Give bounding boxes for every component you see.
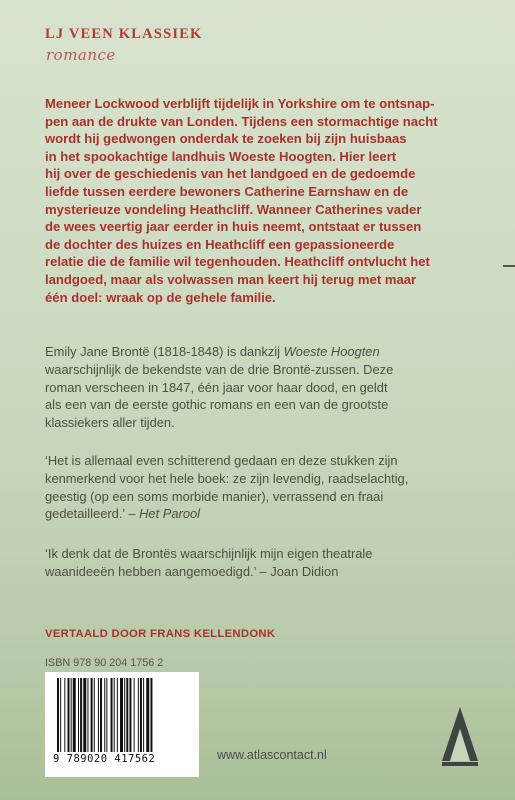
- barcode-bar: [60, 678, 61, 752]
- barcode-bar: [138, 678, 139, 752]
- review-quote-joan-didion: [45, 545, 495, 581]
- book-title: Woeste Hoogten: [283, 344, 380, 359]
- barcode-bar: [150, 678, 152, 752]
- bio-line: waarschijnlijk de bekendste van de drie Brontë-zussen. Deze: [45, 361, 394, 377]
- barcode-bar: [114, 678, 115, 752]
- quote-line: ‘Het is allemaal even schitterend gedaan en deze stukken zijn: [45, 453, 398, 468]
- barcode-bar: [80, 678, 82, 752]
- blurb-line: één doel: wraak op de gehele familie.: [45, 289, 276, 305]
- barcode-bar: [117, 678, 118, 752]
- isbn: ISBN 978 90 204 1756 2: [45, 657, 164, 669]
- barcode-bar: [83, 678, 86, 752]
- barcode-bar: [78, 678, 79, 752]
- barcode-bar: [57, 678, 59, 752]
- barcode-bar: [94, 678, 95, 752]
- series-label: romance: [46, 46, 116, 64]
- barcode-bar: [146, 678, 149, 752]
- edge-mark: [503, 265, 515, 267]
- barcode-bar: [73, 678, 76, 752]
- quote-source: Het Parool: [139, 506, 201, 522]
- publisher-url[interactable]: www.atlascontact.nl: [217, 748, 327, 762]
- barcode-bar: [64, 678, 65, 752]
- author-bio: [45, 343, 495, 432]
- blurb-line: Meneer Lockwood verblijft tijdelijk in Yorkshire om te ontsnap-: [45, 96, 435, 111]
- bio-line: klassiekers aller tijden.: [45, 415, 175, 431]
- quote-line: kenmerkend voor het hele boek: ze zijn levendig, raadselachtig,: [45, 470, 409, 486]
- barcode-bar: [111, 678, 113, 752]
- blurb-line: relatie die de familie wil tegenhouden. Heathcliff ontvlucht het: [45, 254, 430, 270]
- barcode-bar: [129, 678, 131, 752]
- translator-credit: VERTAALD DOOR FRANS KELLENDONK: [45, 628, 276, 640]
- bio-line: [45, 343, 495, 361]
- publisher-logo-icon: [440, 705, 480, 767]
- blurb-line: liefde tussen eerdere bewoners Catherine Earnshaw en de: [45, 183, 409, 199]
- blurb-line: wordt hij gedwongen onderdak te zoeken bij zijn huisbaas: [45, 131, 407, 147]
- bio-line: als een van de eerste gothic romans en een van de grootste: [45, 397, 389, 413]
- barcode-bar: [126, 678, 128, 752]
- quote-line: waanideeën hebben aangemoedigd.’ – Joan Didion: [45, 563, 339, 579]
- quote-line: ‘Ik denk dat de Brontës waarschijnlijk mijn eigen theatrale: [45, 546, 373, 561]
- blurb-line: landgoed, maar als volwassen man keert hij terug met maar: [45, 271, 417, 287]
- barcode-bar: [91, 678, 93, 752]
- barcode-bar: [68, 678, 70, 752]
- quote-line: geestig (op een soms morbide manier), verrassend en fraai: [45, 488, 384, 504]
- imprint-name: LJ VEEN KLASSIEK: [45, 26, 203, 42]
- barcode-bars: [57, 678, 187, 752]
- blurb-line: de dochter des huizes en Heathcliff een gepassioneerde: [45, 236, 395, 252]
- barcode: [45, 672, 199, 777]
- review-quote-het-parool: [45, 452, 495, 523]
- blurb-line: mysterieuze vondeling Heathcliff. Wanneer Catherines vader: [45, 201, 422, 217]
- barcode-bar: [106, 678, 107, 752]
- bio-line: roman verscheen in 1847, één jaar voor haar dood, en geldt: [45, 379, 388, 395]
- blurb-line: hij over de geschiedenis van het landgoed en de gedoemde: [45, 166, 416, 182]
- blurb: [45, 95, 495, 306]
- quote-line-text: gedetailleerd.’ –: [45, 506, 140, 522]
- barcode-bar: [134, 678, 135, 752]
- barcode-bar: [98, 678, 99, 752]
- barcode-bar: [124, 678, 125, 752]
- blurb-line: pen aan de drukte van Londen. Tijdens een stormachtige nacht: [45, 113, 438, 129]
- barcode-bar: [71, 678, 72, 752]
- blurb-line: de wees veertig jaar eerder in huis neemt, ontstaat er tussen: [45, 219, 422, 235]
- barcode-bar: [143, 678, 144, 752]
- blurb-line: in het spookachtige landhuis Woeste Hoogten. Hier leert: [45, 148, 397, 164]
- barcode-bar: [104, 678, 105, 752]
- barcode-bar: [140, 678, 142, 752]
- bio-line-text: Emily Jane Brontë (1818-1848) is dankzij: [45, 344, 284, 359]
- quote-line: [45, 505, 495, 523]
- barcode-number: 9 789020 417562: [53, 753, 156, 765]
- barcode-bar: [120, 678, 123, 752]
- barcode-bar: [100, 678, 102, 752]
- barcode-bar: [87, 678, 88, 752]
